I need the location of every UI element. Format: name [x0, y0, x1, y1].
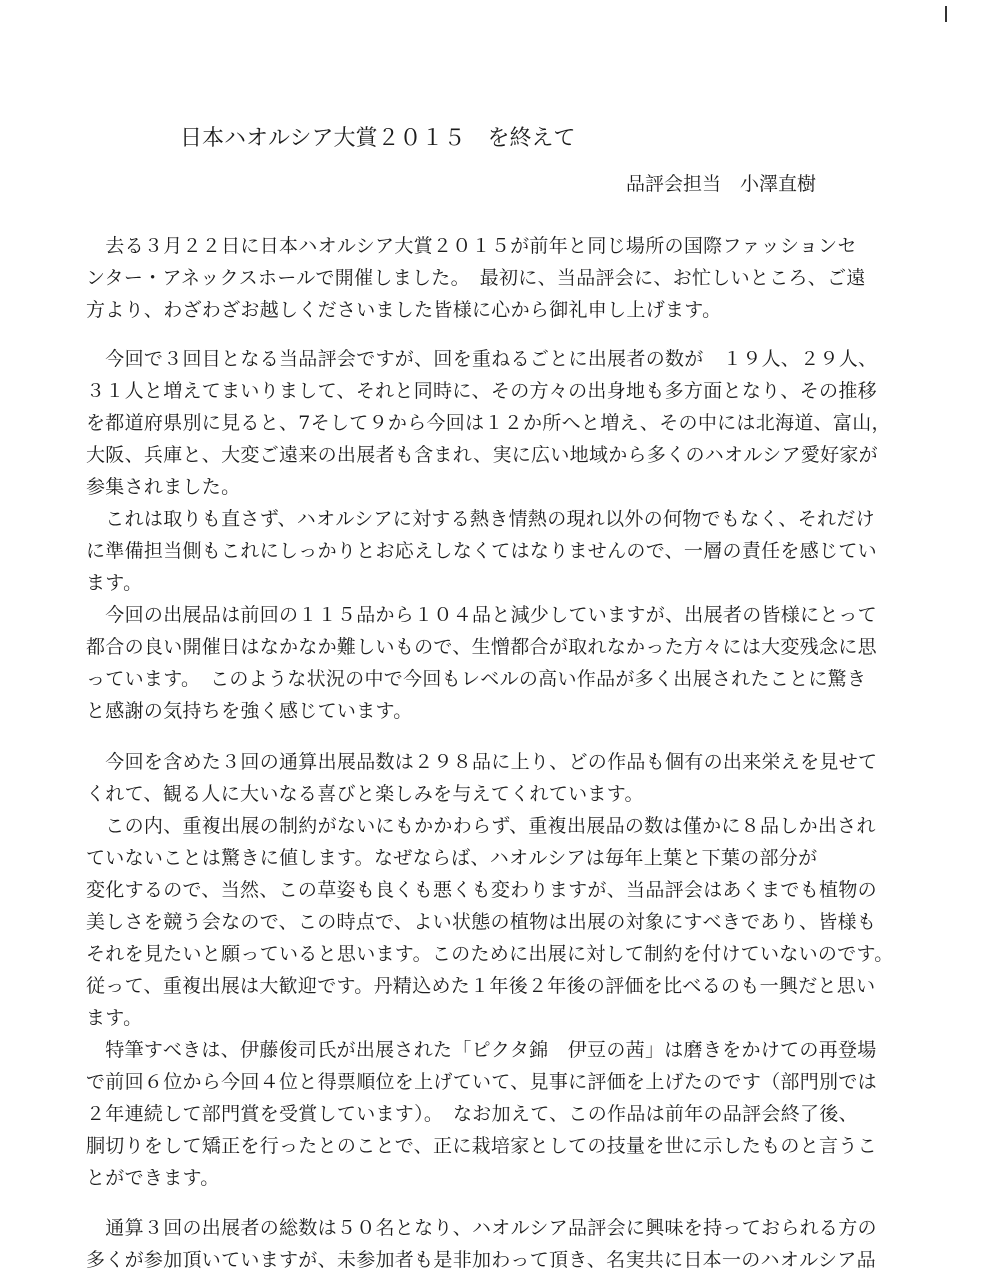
- body-line: とができます。: [86, 1167, 220, 1189]
- body-line: ２年連続して部門賞を受賞しています）。 なお加えて、この作品は前年の品評会終了後、: [86, 1103, 858, 1125]
- body-line: 特筆すべきは、伊藤俊司氏が出展された「ピクタ錦 伊豆の茜」は磨きをかけての再登場: [86, 1039, 877, 1061]
- body-line: これは取りも直さず、ハオルシアに対する熱き情熱の現れ以外の何物でもなく、それだけ: [86, 508, 875, 530]
- body-line: 変化するので、当然、この草姿も良くも悪くも変わりますが、当品評会はあくまでも植物の: [86, 879, 877, 901]
- body-line: と感謝の気持ちを強く感じています。: [86, 700, 413, 722]
- body-line: ます。: [86, 572, 143, 594]
- body-line: 美しさを競う会なので、この時点で、よい状態の植物は出展の対象にすべきであり、皆様も: [86, 911, 877, 933]
- body-line: くれて、観る人に大いなる喜びと楽しみを与えてくれています。: [86, 783, 644, 805]
- body-line: で前回６位から今回４位と得票順位を上げていて、見事に評価を上げたのです（部門別では: [86, 1071, 877, 1093]
- author-line: 品評会担当 小澤直樹: [626, 173, 817, 195]
- body-line: 今回を含めた３回の通算出展品数は２９８品に上り、どの作品も個有の出来栄えを見せて: [86, 751, 878, 773]
- body-line: 今回で３回目となる当品評会ですが、回を重ねるごとに出展者の数が １９人、２９人、: [86, 348, 878, 370]
- body-line: を都道府県別に見ると、7そして９から今回は１２か所へと増え、その中には北海道、富山，: [86, 412, 891, 434]
- body-line: ていないことは驚きに値します。なぜならば、ハオルシアは毎年上葉と下葉の部分が: [86, 847, 818, 869]
- body-line: 参集されました。: [86, 476, 241, 498]
- body-line: 通算３回の出展者の総数は５０名となり、ハオルシア品評会に興味を持っておられる方の: [86, 1217, 877, 1239]
- body-line: 胴切りをして矯正を行ったとのことで、正に栽培家としての技量を世に示したものと言うこ: [86, 1135, 877, 1157]
- body-line: ３１人と増えてまいりまして、それと同時に、その方々の出身地も多方面となり、その推移: [86, 380, 877, 402]
- body-line: 多くが参加頂いていますが、未参加者も是非加わって頂き、名実共に日本一のハオルシア品: [86, 1249, 876, 1271]
- body-line: に準備担当側もこれにしっかりとお応えしなくてはなりませんので、一層の責任を感じてい: [86, 540, 877, 562]
- body-line: それを見たいと願っていると思います。このために出展に対して制約を付けていないのです。: [86, 943, 894, 965]
- body-line: 都合の良い開催日はなかなか難しいもので、生憎都合が取れなかった方々には大変残念に思: [86, 636, 877, 658]
- page-corner-mark: [945, 6, 947, 22]
- document-title: 日本ハオルシア大賞２０１５ を終えて: [180, 126, 576, 151]
- body-line: ンター・アネックスホールで開催しました。 最初に、当品評会に、お忙しいところ、ご遠: [86, 267, 866, 289]
- body-line: ます。: [86, 1007, 143, 1029]
- body-line: 去る３月２２日に日本ハオルシア大賞２０１５が前年と同じ場所の国際ファッションセ: [86, 235, 857, 257]
- body-line: 従って、重複出展は大歓迎です。丹精込めた１年後２年後の評価を比べるのも一興だと思い: [86, 975, 876, 997]
- body-line: 今回の出展品は前回の１１５品から１０４品と減少していますが、出展者の皆様にとって: [86, 604, 877, 626]
- body-line: 大阪、兵庫と、大変ご遠来の出展者も含まれ、実に広い地域から多くのハオルシア愛好家が: [86, 444, 878, 466]
- body-line: 方より、わざわざお越しくださいました皆様に心から御礼申し上げます。: [86, 299, 722, 321]
- body-line: っています。 このような状況の中で今回もレベルの高い作品が多く出展されたことに驚き: [86, 668, 867, 690]
- body-line: この内、重複出展の制約がないにもかかわらず、重複出展品の数は僅かに８品しか出され: [86, 815, 876, 837]
